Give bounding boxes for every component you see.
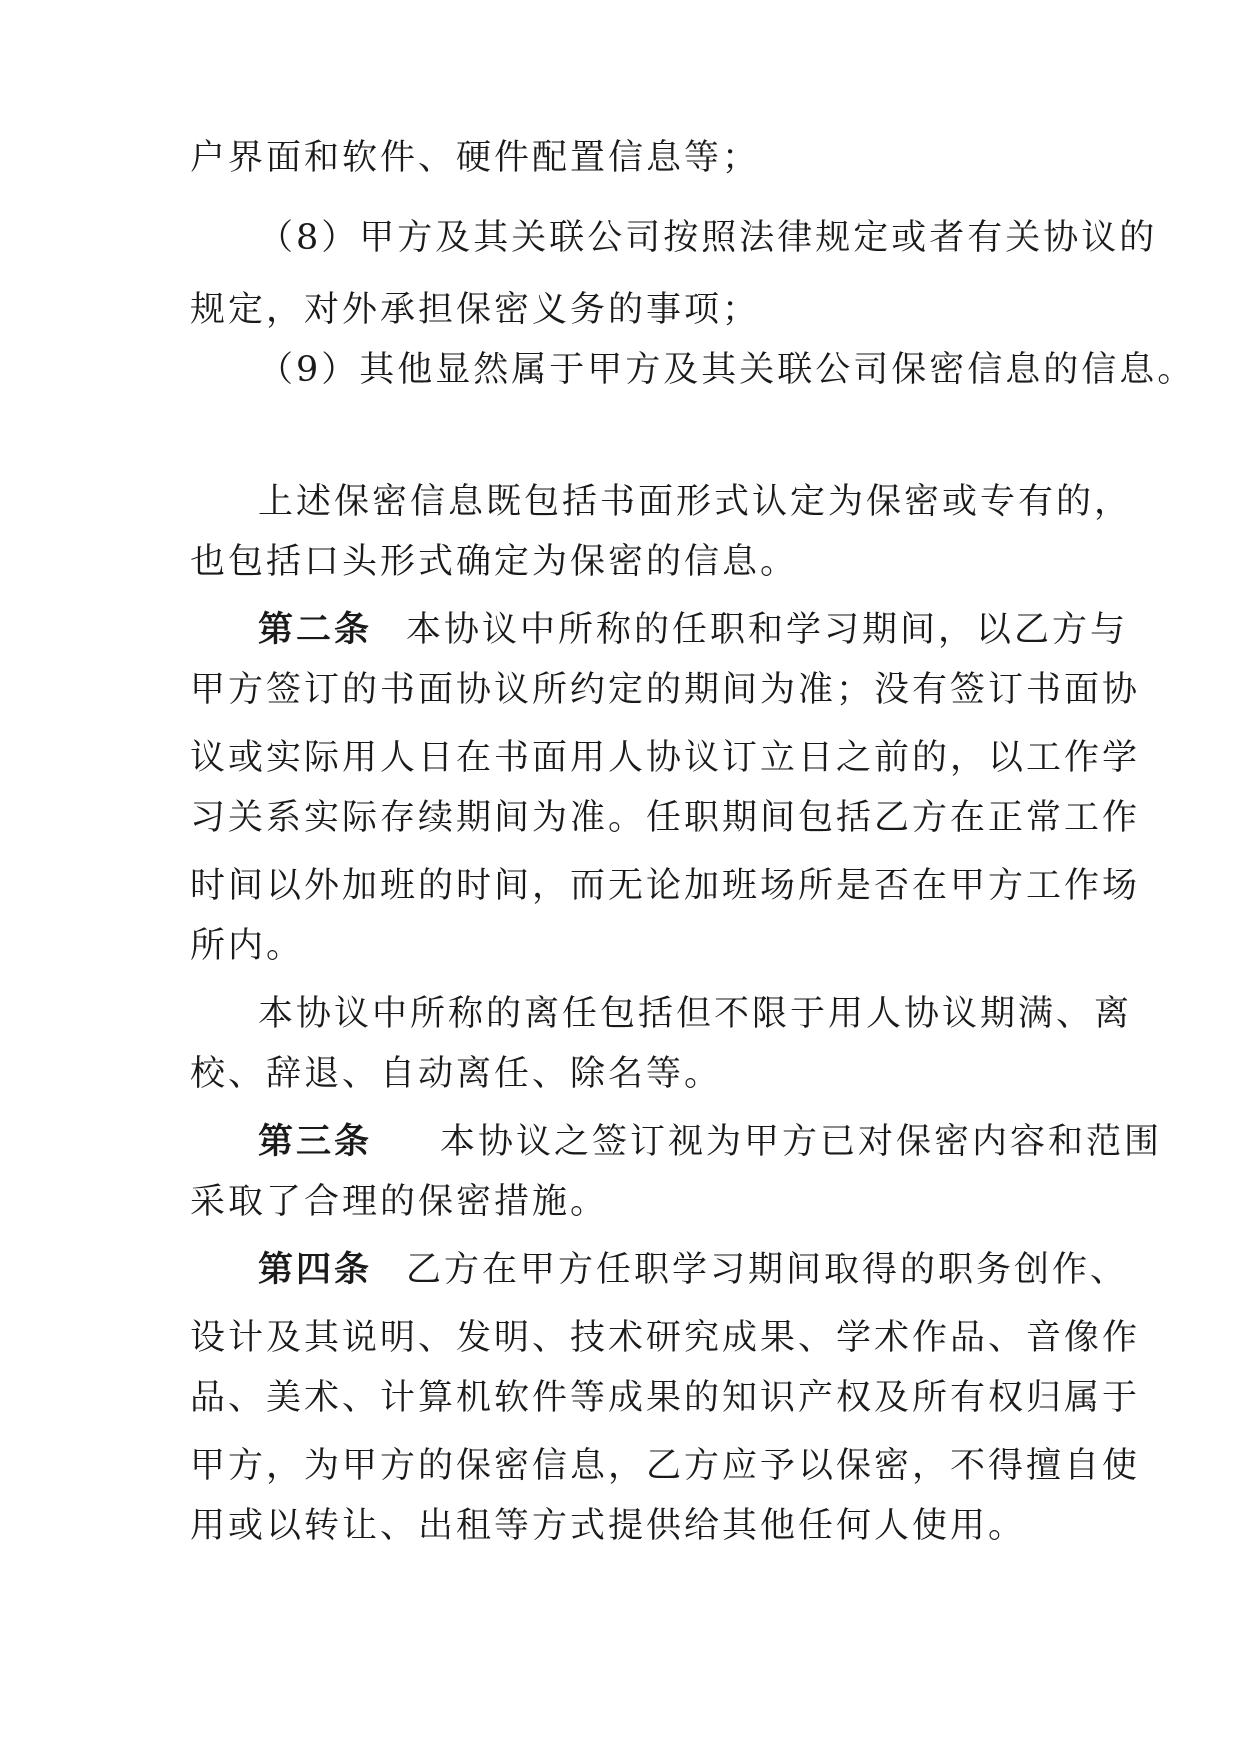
article-heading-line [258,1248,1128,1292]
article-number-3: 第三条 [258,1121,373,1162]
text-line: 甲方签订的书面协议所约定的期间为准；没有签订书面协 [190,670,1141,710]
text-line: 采取了合理的保密措施。 [190,1182,609,1222]
text-line: （9）其他显然属于甲方及其关联公司保密信息的信息。 [258,350,1196,390]
text-line: 议或实际用人日在书面用人协议订立日之前的，以工作学 [190,738,1141,778]
text-line: 本协议中所称的离任包括但不限于用人协议期满、离 [258,994,1133,1034]
text-line: 也包括口头形式确定为保密的信息。 [190,542,799,582]
text-line: 校、辞退、自动离任、除名等。 [190,1054,723,1094]
text-line: 时间以外加班的时间，而无论加班场所是否在甲方工作场 [190,866,1141,906]
text-line: 本协议之签订视为甲方已对保密内容和范围 [440,1122,1163,1162]
text-line: 乙方在甲方任职学习期间取得的职务创作、 [406,1250,1129,1290]
article-number-4: 第四条 [258,1249,373,1290]
text-line: 本协议中所称的任职和学习期间，以乙方与 [406,610,1129,650]
article-heading-line [258,608,1128,652]
text-line: 上述保密信息既包括书面形式认定为保密或专有的， [258,482,1133,522]
text-line: （8）甲方及其关联公司按照法律规定或者有关协议的 [258,218,1158,258]
text-line: 甲方，为甲方的保密信息，乙方应予以保密，不得擅自使 [190,1446,1141,1486]
text-line: 所内。 [190,926,305,966]
text-line: 设计及其说明、发明、技术研究成果、学术作品、音像作 [190,1318,1141,1358]
text-line: 习关系实际存续期间为准。任职期间包括乙方在正常工作 [190,798,1141,838]
text-line: 户界面和软件、硬件配置信息等； [190,138,761,178]
text-line: 品、美术、计算机软件等成果的知识产权及所有权归属于 [190,1378,1141,1418]
article-number-2: 第二条 [258,609,373,650]
article-heading-line [258,1120,1162,1164]
text-line: 规定，对外承担保密义务的事项； [190,290,761,330]
text-line: 用或以转让、出租等方式提供给其他任何人使用。 [190,1506,1027,1546]
